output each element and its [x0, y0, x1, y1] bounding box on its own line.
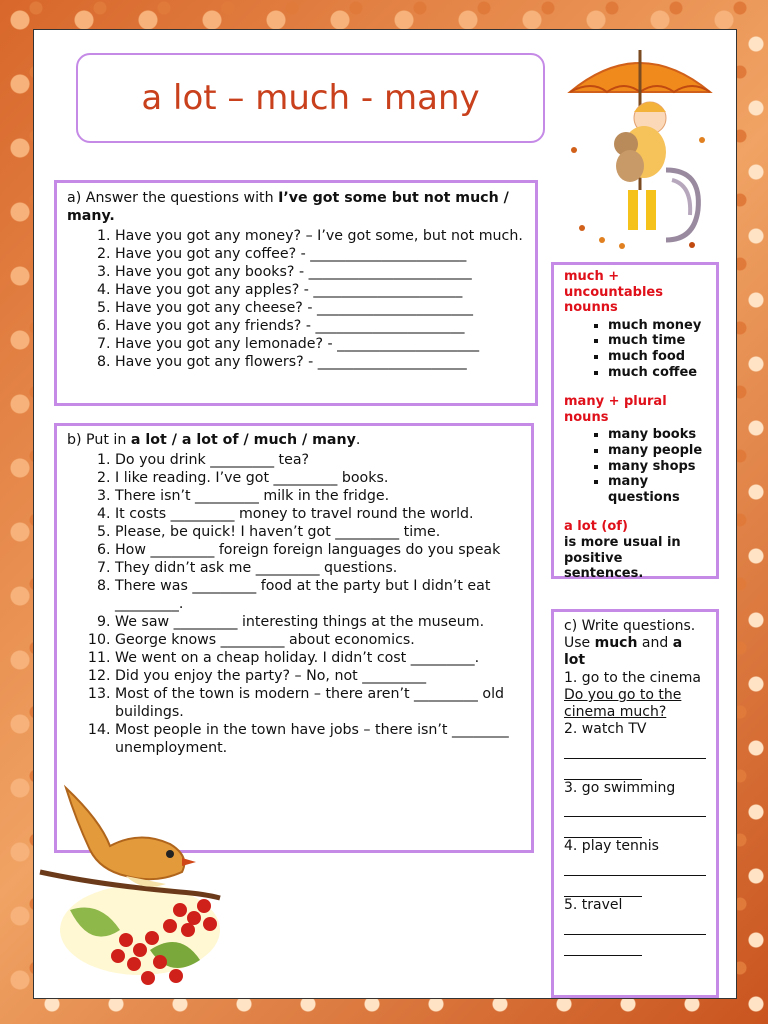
bird-on-branch-illustration: [30, 780, 230, 995]
answer-blank-line[interactable]: [564, 796, 706, 817]
list-item: 7. Have you got any lemonade? - ____________________: [115, 335, 525, 353]
list-item: 3. There isn’t _________ milk in the fridge.: [115, 487, 521, 505]
section-c-example-answer: Do you go to the cinema much?: [564, 687, 682, 720]
list-item: 11. We went on a cheap holiday. I didn’t cost _________.: [115, 649, 521, 667]
section-a-intro-text: a) Answer the questions with: [67, 190, 279, 206]
many-examples-list: [564, 427, 706, 505]
list-item: ▪ many shops: [608, 459, 706, 475]
section-c-item-4: 4. play tennis: [564, 838, 659, 855]
list-item: 1. Do you drink _________ tea?: [115, 451, 521, 469]
section-c-item-5: 5. travel: [564, 897, 623, 914]
answer-blank-line[interactable]: [564, 876, 642, 897]
list-item: 5. Have you got any cheese? - ______________________: [115, 299, 525, 317]
section-a-intro-bold: I’ve got some but not much / many.: [67, 190, 509, 224]
list-item: ▪ many questions: [608, 474, 706, 505]
answer-blank-line[interactable]: [564, 738, 706, 759]
list-item: 13. Most of the town is modern – there aren’t _________ old buildings.: [115, 685, 521, 721]
section-c-item-3: 3. go swimming: [564, 779, 676, 796]
section-b-intro-suffix: .: [355, 432, 361, 448]
alot-rule-heading: a lot (of): [564, 519, 628, 535]
list-item: ▪ many books: [608, 427, 706, 443]
list-item: 14. Most people in the town have jobs – there isn’t ________ unemployment.: [115, 721, 521, 757]
list-item: 9. We saw _________ interesting things at the museum.: [115, 613, 521, 631]
list-item: 8. There was _________ food at the party but I didn’t eat _________.: [115, 577, 521, 613]
answer-blank-line[interactable]: [564, 914, 706, 935]
answer-blank-line[interactable]: [564, 935, 642, 956]
section-b-list: [67, 451, 521, 757]
many-rule-heading: many + plural nouns: [564, 394, 667, 425]
title-box: [76, 53, 545, 143]
section-c-item-2: 2. watch TV: [564, 720, 647, 737]
list-item: 6. How _________ foreign foreign languages do you speak: [115, 541, 521, 559]
list-item: 3. Have you got any books? - _______________________: [115, 263, 525, 281]
alot-rule-text: is more usual in positive sentences.: [564, 534, 681, 582]
list-item: 2. I like reading. I’ve got _________ books.: [115, 469, 521, 487]
girl-with-umbrella-illustration: [562, 40, 718, 254]
answer-blank-line[interactable]: [564, 855, 706, 876]
list-item: 12. Did you enjoy the party? – No, not _________: [115, 667, 521, 685]
section-c-box: [551, 609, 719, 998]
list-item: ▪ many people: [608, 443, 706, 459]
list-item: ▪ much coffee: [608, 365, 706, 381]
section-c-item-1: 1. go to the cinema: [564, 670, 701, 687]
section-a-list: [67, 227, 525, 371]
section-c-intro-and: and: [637, 634, 673, 651]
list-item: 1. Have you got any money? – I’ve got some, but not much.: [115, 227, 525, 245]
section-b-intro-text: b) Put in: [67, 432, 131, 448]
list-item: 5. Please, be quick! I haven’t got _________ time.: [115, 523, 521, 541]
section-b-intro-bold: a lot / a lot of / much / many: [130, 432, 356, 448]
section-c-intro-bold-much: much: [594, 634, 638, 651]
much-examples-list: [564, 318, 706, 380]
page-title: a lot – much - many: [141, 78, 480, 118]
list-item: 8. Have you got any flowers? - _____________________: [115, 353, 525, 371]
section-c-intro-bold-alot: a lot: [564, 634, 683, 668]
section-b-instructions: [67, 431, 521, 449]
grammar-rules-box: [551, 262, 719, 582]
list-item: ▪ much money: [608, 318, 706, 334]
list-item: 4. It costs _________ money to travel round the world.: [115, 505, 521, 523]
section-a-instructions: [67, 189, 525, 225]
list-item: ▪ much time: [608, 333, 706, 349]
list-item: ▪ much food: [608, 349, 706, 365]
section-c-intro-text: c) Write questions. Use: [564, 618, 696, 651]
list-item: 2. Have you got any coffee? - ______________________: [115, 245, 525, 263]
answer-blank-line[interactable]: [564, 759, 642, 780]
section-a-box: [54, 180, 538, 406]
section-c-instructions: [564, 618, 706, 668]
list-item: 6. Have you got any friends? - _____________________: [115, 317, 525, 335]
list-item: 4. Have you got any apples? - _____________________: [115, 281, 525, 299]
list-item: 10. George knows _________ about economics.: [115, 631, 521, 649]
list-item: 7. They didn’t ask me _________ questions.: [115, 559, 521, 577]
answer-blank-line[interactable]: [564, 817, 642, 838]
much-rule-heading: much + uncountables nounns: [564, 269, 663, 316]
